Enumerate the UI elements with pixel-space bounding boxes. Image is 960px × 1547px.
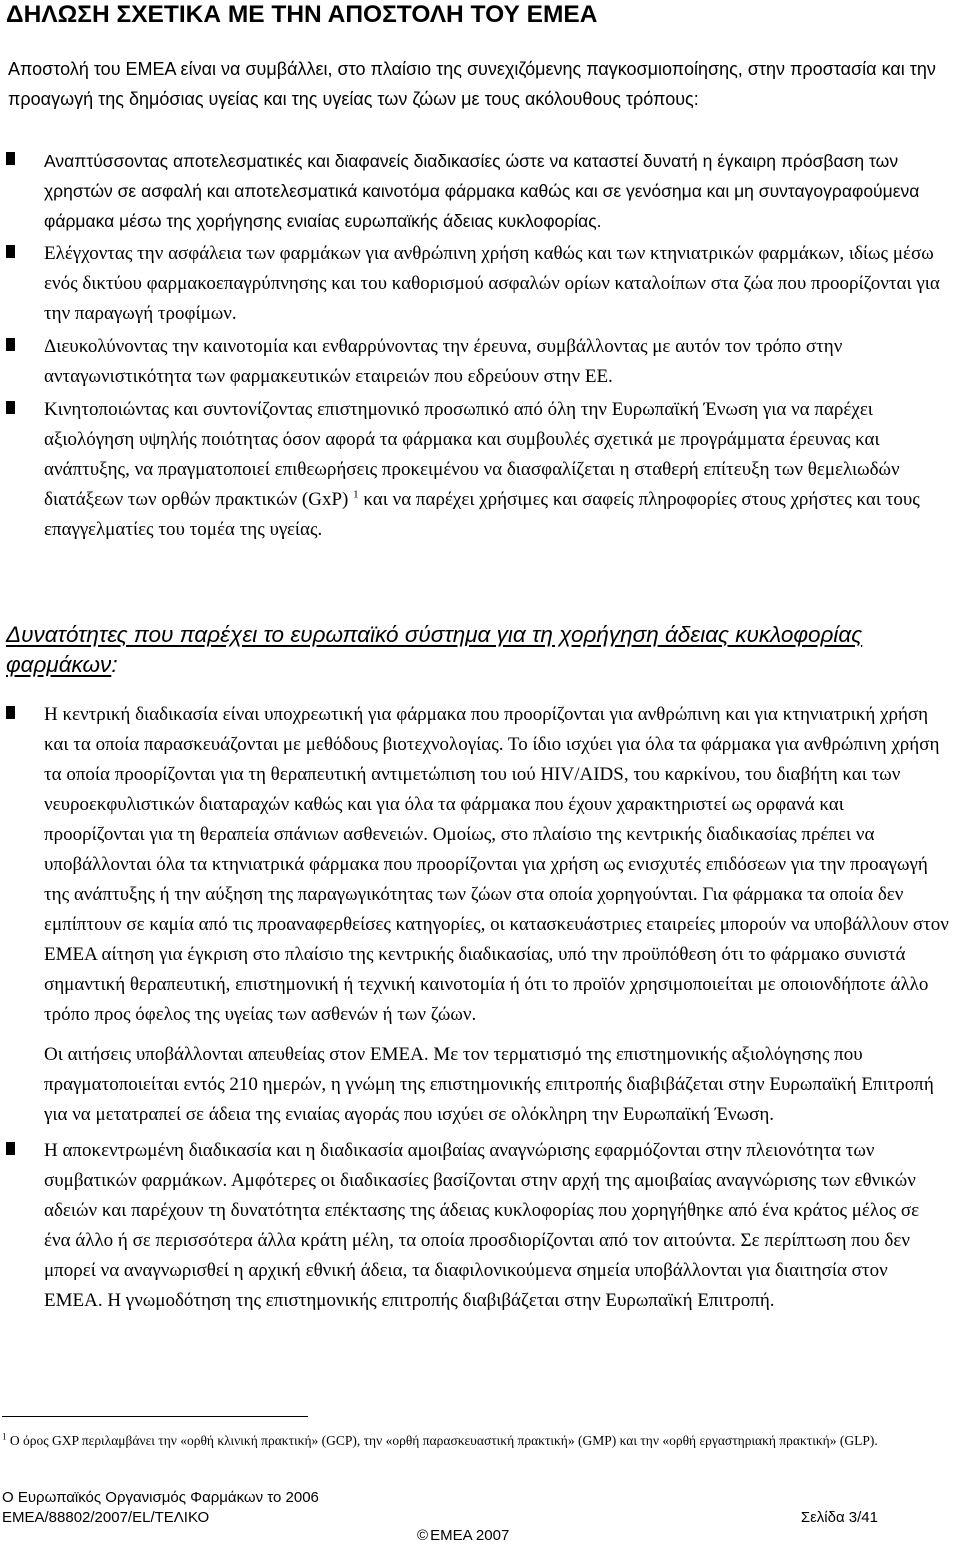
bullet-paragraph: Η αποκεντρωμένη διαδικασία και η διαδικασία αμοιβαίας αναγνώρισης εφαρμόζονται στην πλειονότητα των συμβατικών φαρμάκων. Αμφότερες οι διαδικασίες βασίζονται στην αρχή της αμοιβαίας αναγνώρισης των εθνικών αδειών και παρέχουν τη δυνατότητα επέκτασης της άδειας κυκλοφορίας που χορηγήθηκε από ένα κράτος μέλος σε ένα άλλο ή σε περισσότερα άλλα κράτη μέλη, τα οποία προσδιορίζονται από τον αιτούντα. Σε περίπτωση που δεν μπορεί να αναγνωρισθεί η αρχική εθνική άδεια, τα διαφιλονικούμενα σημεία υποβάλλονται για διαιτησία στον ΕΜΕΑ. Η γνωμοδότηση της επιστημονικής επιτροπής διαβιβάζεται στην Ευρωπαϊκή Επιτροπή. [44, 1140, 920, 1311]
footnote-reference[interactable]: 1 [353, 488, 359, 501]
intro-paragraph: Αποστολή του ΕΜΕΑ είναι να συμβάλλει, στο πλαίσιο της συνεχιζόμενης παγκοσμιοποίησης, στην προστασία και την προαγωγή της δημόσιας υγείας και της υγείας των ζώων με τους ακόλουθους τρόπους: [8, 59, 936, 109]
footnote-divider [2, 1416, 308, 1417]
list-item [0, 700, 949, 1130]
bullet-text: Κινητοποιώντας και συντονίζοντας επιστημονικό προσωπικό από όλη την Ευρωπαϊκή Ένωση για να παρέχει αξιολόγηση υψηλής ποιότητας όσον αφορά τα φάρμακα και συμβουλές σχετικά με προγράμματα έρευνας και ανάπτυξης, να πραγματοποιεί επιθεωρήσεις προκειμένου να διασφαλίζεται η σταθερή επίτευξη των θεμελιωδών διατάξεων των ορθών πρακτικών (GxP) $^1$ και να παρέχει χρήσιμες και σαφείς πληροφορίες στους χρήστες και τους επαγγελματίες του τομέα της υγείας. [44, 399, 920, 540]
square-bullet-icon [6, 245, 15, 258]
list-item [0, 146, 949, 236]
bullet-paragraph: Οι αιτήσεις υποβάλλονται απευθείας στον ΕΜΕΑ. Με τον τερματισμό της επιστημονικής αξιολόγησης που πραγματοποιείται εντός 210 ημερών, η γνώμη της επιστημονικής επιτροπής διαβιβάζεται στην Ευρωπαϊκή Επιτροπή για να μετατραπεί σε άδεια της ενιαίας αγοράς που ισχύει σε ολόκληρη την Ευρωπαϊκή Ένωση. [44, 1044, 934, 1125]
page-number: Σελίδα 3/41 [800, 1509, 878, 1526]
mission-bullet-list [0, 146, 960, 545]
list-item [0, 395, 949, 545]
footer-copyright: © EMEA 2007 [417, 1527, 510, 1544]
square-bullet-icon [6, 152, 15, 165]
list-item [0, 239, 949, 329]
footnote-number: 1 [2, 1431, 7, 1442]
list-item [0, 1136, 949, 1316]
copyright-icon: © [417, 1527, 429, 1544]
footer-doc-reference: EMEA/88802/2007/EL/ΤΕΛΙΚΟ [2, 1509, 210, 1526]
bullet-text: Ελέγχοντας την ασφάλεια των φαρμάκων για ανθρώπινη χρήση καθώς και των κτηνιατρικών φαρμάκων, ιδίως μέσω ενός δικτύου φαρμακοεπαγρύπνησης και του καθορισμού ασφαλών ορίων καταλοίπων στα ζώα που προορίζονται για την παραγωγή τροφίμων. [44, 243, 940, 324]
footnote [2, 1431, 932, 1451]
page-title: ΔΗΛΩΣΗ ΣΧΕΤΙΚΑ ΜΕ ΤΗΝ ΑΠΟΣΤΟΛΗ ΤΟΥ ΕΜΕΑ [6, 1, 598, 28]
square-bullet-icon [6, 401, 15, 414]
list-item [0, 332, 949, 392]
footer-left [2, 1488, 319, 1528]
bullet-text: Αναπτύσσοντας αποτελεσματικές και διαφανείς διαδικασίες ώστε να καταστεί δυνατή η έγκαιρη πρόσβαση των χρηστών σε ασφαλή και αποτελεσματικά καινοτόμα φάρμακα καθώς και σε γενόσημα και μη συνταγογραφούμενα φάρμακα μέσω της χορήγησης ενιαίας ευρωπαϊκής άδειας κυκλοφορίας. [44, 151, 920, 231]
square-bullet-icon [6, 706, 15, 719]
square-bullet-icon [6, 338, 15, 351]
square-bullet-icon [6, 1142, 15, 1155]
system-bullet-list [0, 700, 960, 1316]
footnote-text: Ο όρος GXP περιλαμβάνει την «ορθή κλινική πρακτική» (GCP), την «ορθή παρασκευαστική πρακτική» (GMP) και την «ορθή εργαστηριακή πρακτική» (GLP). [9, 1433, 878, 1448]
bullet-text: Διευκολύνοντας την καινοτομία και ενθαρρύνοντας την έρευνα, συμβάλλοντας με αυτόν τον τρόπο στην ανταγωνιστικότητα των φαρμακευτικών εταιρειών που εδρεύουν στην ΕΕ. [44, 336, 843, 387]
footer-organization: Ο Ευρωπαϊκός Οργανισμός Φαρμάκων το 2006 [2, 1489, 319, 1506]
section-heading: Δυνατότητες που παρέχει το ευρωπαϊκό σύστημα για τη χορήγηση άδειας κυκλοφορίας φαρμάκων: [6, 622, 863, 677]
bullet-paragraph: Η κεντρική διαδικασία είναι υποχρεωτική για φάρμακα που προορίζονται για ανθρώπινη και για κτηνιατρική χρήση και τα οποία παρασκευάζονται με μεθόδους βιοτεχνολογίας. Το ίδιο ισχύει για όλα τα φάρμακα για ανθρώπινη χρήση τα οποία προορίζονται για τη θεραπευτική αντιμετώπιση του ιού HIV/AIDS, του καρκίνου, του διαβήτη και των νευροεκφυλιστικών διαταραχών καθώς και για όλα τα φάρμακα που έχουν χαρακτηριστεί ως ορφανά και προορίζονται για τη θεραπεία σπάνιων ασθενειών. Ομοίως, στο πλαίσιο της κεντρικής διαδικασίας πρέπει να υποβάλλονται όλα τα κτηνιατρικά φάρμακα που προορίζονται για χρήση ως ενισχυτές επιδόσεων για την προαγωγή της ανάπτυξης ή την αύξηση της παραγωγικότητας των ζώων στα οποία χορηγούνται. Για φάρμακα τα οποία δεν εμπίπτουν σε καμία από τις προαναφερθείσες κατηγορίες, οι κατασκευάστριες εταιρείες μπορούν να υποβάλλουν στον ΕΜΕΑ αίτηση για έγκριση στο πλαίσιο της κεντρικής διαδικασίας, υπό την προϋπόθεση ότι το φάρμακο συνιστά σημαντική θεραπευτική, επιστημονική ή τεχνική καινοτομία ή ότι το προϊόν χρησιμοποιείται με οποιονδήποτε άλλο τρόπο προς όφελος της υγείας των ασθενών ή των ζώων. [44, 704, 949, 1025]
